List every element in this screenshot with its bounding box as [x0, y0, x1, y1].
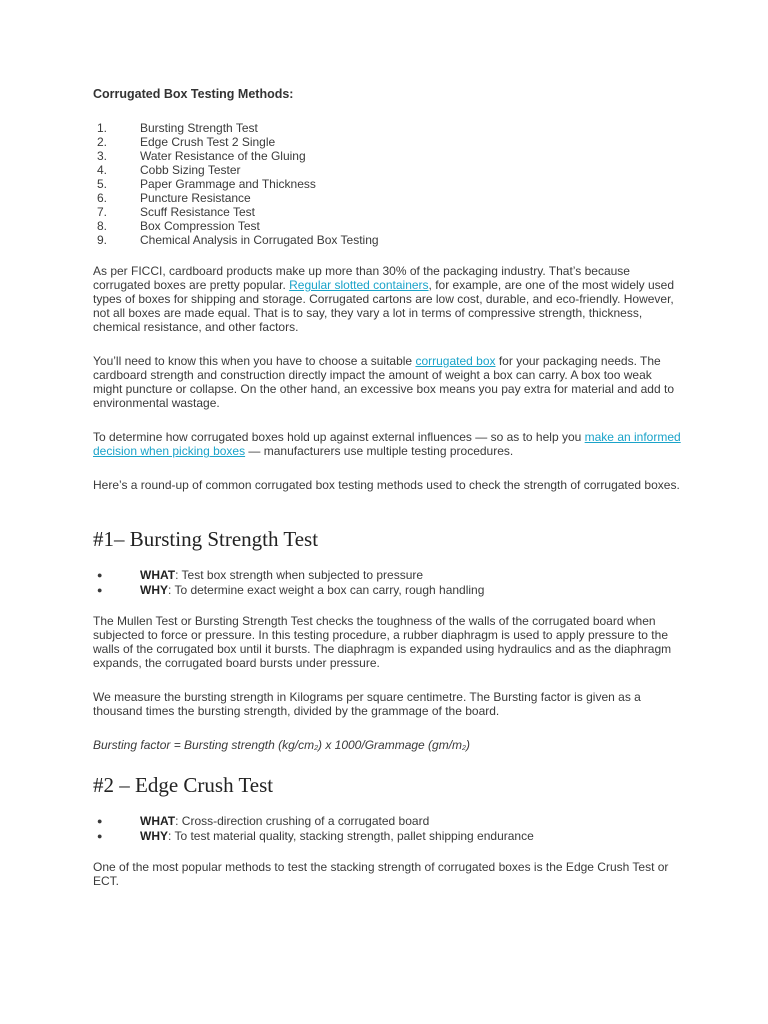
bursting-bullets — [97, 568, 484, 598]
section-title-bursting: #1– Bursting Strength Test — [93, 527, 319, 551]
list-label: Chemical Analysis in Corrugated Box Testing — [140, 233, 379, 247]
list-number: 1. — [97, 121, 108, 135]
informed-decision-link[interactable]: make an informed decision when picking boxes — [93, 430, 681, 458]
paragraph-choose-box: You’ll need to know this when you have to choose a suitable corrugated box for your packaging needs. The cardboard strength and construction directly impact the amount of weight a box can carry. A box too weak might puncture or collapse. On the other hand, an excessive box means you pay extra for material and add to environmental wastage. — [93, 354, 674, 410]
list-number: 7. — [97, 205, 108, 219]
list-item: ● WHY: To determine exact weight a box can carry, rough handling — [97, 583, 485, 597]
list-label: Cobb Sizing Tester — [140, 163, 241, 177]
list-number: 3. — [97, 149, 108, 163]
list-item — [97, 135, 379, 149]
bullet-icon: ● — [97, 570, 103, 580]
list-number: 4. — [97, 163, 108, 177]
paragraph-ect: One of the most popular methods to test the stacking strength of corrugated boxes is the Edge Crush Test or ECT. — [93, 860, 669, 888]
list-label: Water Resistance of the Gluing — [140, 149, 306, 163]
list-number: 5. — [97, 177, 108, 191]
list-item — [97, 121, 379, 135]
list-number: 9. — [97, 233, 108, 247]
list-label: Puncture Resistance — [140, 191, 251, 205]
bullet-icon: ● — [97, 585, 103, 595]
list-item — [97, 149, 379, 163]
list-label: Scuff Resistance Test — [140, 205, 255, 219]
list-item: ● WHAT: Test box strength when subjected to pressure — [97, 568, 424, 582]
paragraph-bursting-factor: We measure the bursting strength in Kilograms per square centimetre. The Bursting factor is given as a thousand times the bursting strength, divided by the grammage of the board. — [93, 690, 641, 718]
list-item — [97, 163, 379, 177]
list-item — [97, 219, 379, 233]
paragraph-mullen: The Mullen Test or Bursting Strength Test checks the toughness of the walls of the corrugated board when subjected to force or pressure. In this testing procedure, a rubber diaphragm is used to apply pressure to the walls of the corrugated box until it bursts. The diaphragm is expanded using hydraulics and as the diaphragm expands, the corrugated board bursts under pressure. — [93, 614, 672, 670]
list-number: 2. — [97, 135, 108, 149]
list-label: Box Compression Test — [140, 219, 260, 233]
list-number: 8. — [97, 219, 108, 233]
intro-heading: Corrugated Box Testing Methods: — [93, 87, 294, 101]
bullet-icon: ● — [97, 816, 103, 826]
bursting-factor-formula: Bursting factor = Bursting strength $(kg/cm_2)$ x 1000/Grammage $(gm/m_2)$ — [93, 738, 470, 752]
list-item — [97, 191, 379, 205]
testing-methods-list — [97, 121, 379, 247]
list-item — [97, 233, 379, 247]
bullet-icon: ● — [97, 831, 103, 841]
regular-slotted-containers-link[interactable]: Regular slotted containers — [289, 278, 429, 292]
paragraph-roundup: Here’s a round-up of common corrugated box testing methods used to check the strength of corrugated boxes. — [93, 478, 680, 492]
list-label: Edge Crush Test 2 Single — [140, 135, 276, 149]
list-item — [97, 205, 379, 219]
paragraph-ficci: As per FICCI, cardboard products make up more than 30% of the packaging industry. That’s because corrugated boxes are pretty popular. Regular slotted containers, for example, are one of the most widely used types of boxes for shipping and storage. Corrugated cartons are low cost, durable, and eco-friendly. However, not all boxes are made equal. That is to say, they vary a lot in terms of compressive strength, thickness, chemical resistance, and other factors. — [93, 264, 675, 334]
paragraph-determine: To determine how corrugated boxes hold up against external influences — so as to help you make an informed decision when picking boxes — manufacturers use multiple testing procedures. — [93, 430, 681, 458]
list-item: ● WHY: To test material quality, stacking strength, pallet shipping endurance — [97, 829, 534, 843]
list-item — [97, 177, 379, 191]
list-label: Bursting Strength Test — [140, 121, 258, 135]
list-label: Paper Grammage and Thickness — [140, 177, 316, 191]
list-item: ● WHAT: Cross-direction crushing of a corrugated board — [97, 814, 430, 828]
list-number: 6. — [97, 191, 108, 205]
edge-crush-bullets — [97, 814, 534, 844]
corrugated-box-link[interactable]: corrugated box — [415, 354, 496, 368]
section-title-edge-crush: #2 – Edge Crush Test — [93, 773, 274, 797]
